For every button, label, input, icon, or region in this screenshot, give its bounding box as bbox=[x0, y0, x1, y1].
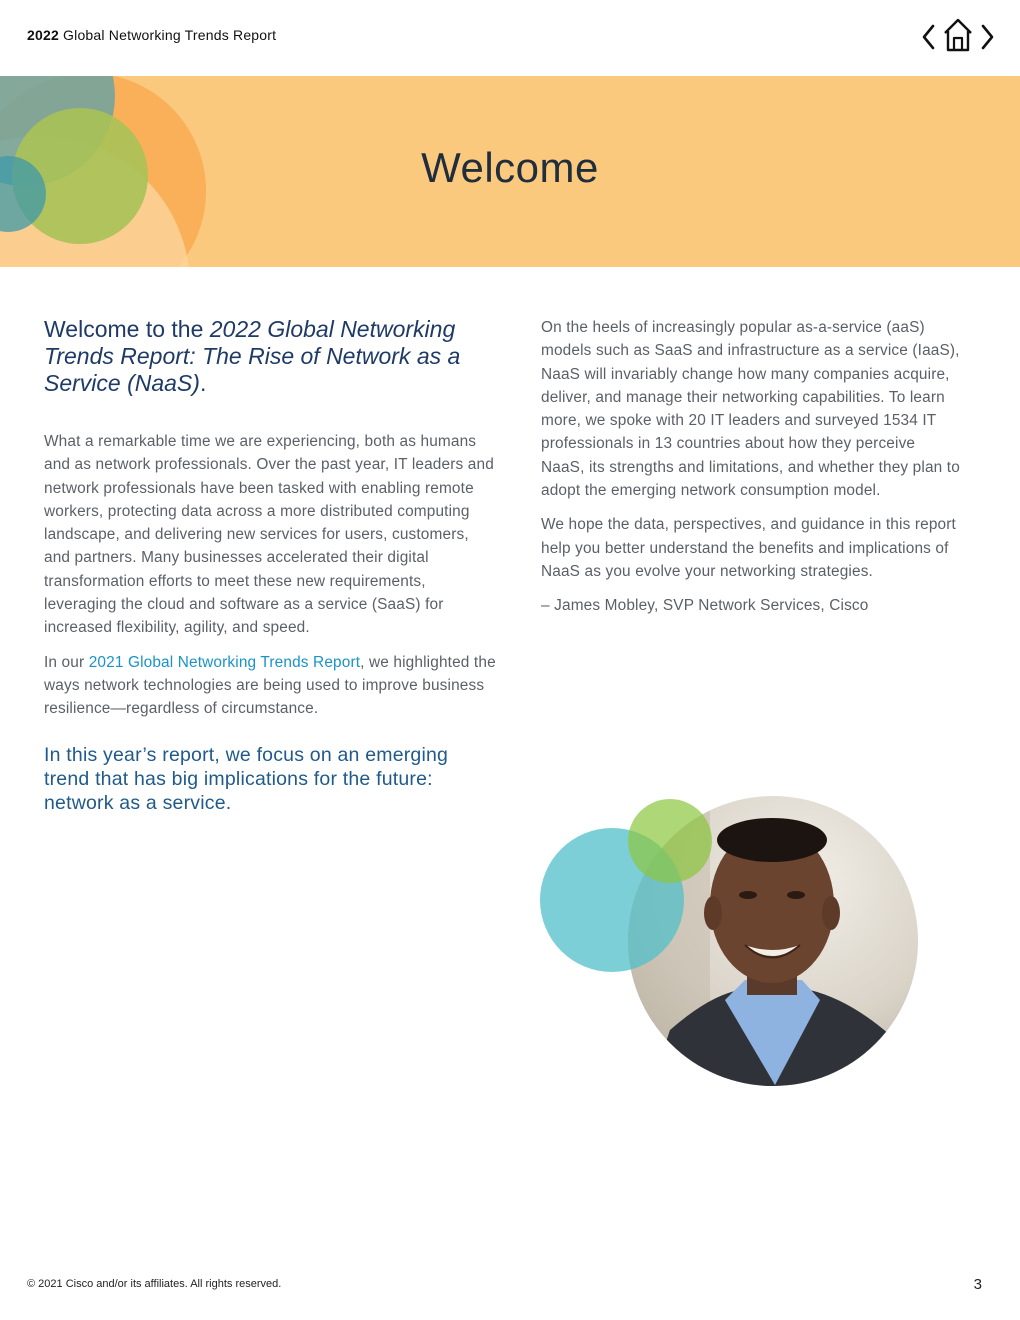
home-button[interactable] bbox=[942, 16, 974, 56]
signature: – James Mobley, SVP Network Services, Cisco bbox=[541, 597, 869, 615]
page-number: 3 bbox=[973, 1276, 982, 1293]
intro-heading-end: . bbox=[199, 370, 207, 396]
home-icon bbox=[942, 16, 974, 56]
report-year: 2022 bbox=[27, 27, 59, 43]
right-column bbox=[541, 316, 961, 629]
page-navigation bbox=[918, 16, 998, 56]
body-paragraph: We hope the data, perspectives, and guidance in this report help you better understand the benefits and implications of NaaS as you evolve your networking strategies. bbox=[541, 516, 956, 580]
intro-heading-report-name: 2022 Global Networking Trends Report: The Rise of Network as a Service (NaaS) bbox=[44, 316, 461, 396]
previous-page-button[interactable] bbox=[918, 16, 940, 56]
intro-heading bbox=[44, 316, 499, 397]
copyright: © 2021 Cisco and/or its affiliates. All rights reserved. bbox=[27, 1278, 282, 1290]
report-title bbox=[27, 27, 276, 43]
report-title-text: Global Networking Trends Report bbox=[63, 27, 277, 43]
executive-portrait bbox=[540, 795, 920, 1090]
welcome-banner bbox=[0, 76, 1020, 267]
page-title: Welcome bbox=[421, 144, 599, 191]
pull-quote: In this year’s report, we focus on an emerging trend that has big implications for the future: network as a service. bbox=[44, 743, 449, 815]
body-paragraph: On the heels of increasingly popular as-a-service (aaS) models such as SaaS and infrastructure as a service (IaaS), NaaS will invariably change how many companies acquire, deliver, and manage their networking capabilities. To learn more, we spoke with 20 IT leaders and surveyed 1534 IT professionals in 13 countries about how they perceive NaaS, its strengths and limitations, and whether they plan to adopt the emerging network consumption model. bbox=[541, 319, 960, 500]
body-paragraph-with-link bbox=[44, 651, 499, 721]
next-page-button[interactable] bbox=[976, 16, 998, 56]
intro-heading-lead: Welcome to the bbox=[44, 316, 210, 342]
chevron-right-icon bbox=[976, 16, 998, 56]
body-paragraph: What a remarkable time we are experiencing, both as humans and as network professionals. Over the past year, IT leaders and network professionals have been tasked with enabling remote workers, protecting data across a more distributed computing landscape, and delivering new services for users, customers, and partners. Many businesses accelerated their digital transformation efforts to meet these new requirements, leveraging the cloud and software as a service (SaaS) for increased flexibility, agility, and speed. bbox=[44, 433, 494, 637]
report-2021-link[interactable]: 2021 Global Networking Trends Report bbox=[88, 653, 361, 671]
paragraph-text: In our bbox=[44, 653, 89, 671]
chevron-left-icon bbox=[918, 16, 940, 56]
left-column bbox=[44, 316, 499, 815]
paragraph-text: , we highlighted the ways network technologies are being used to improve business resilience—regardless of circumstance. bbox=[44, 653, 496, 718]
